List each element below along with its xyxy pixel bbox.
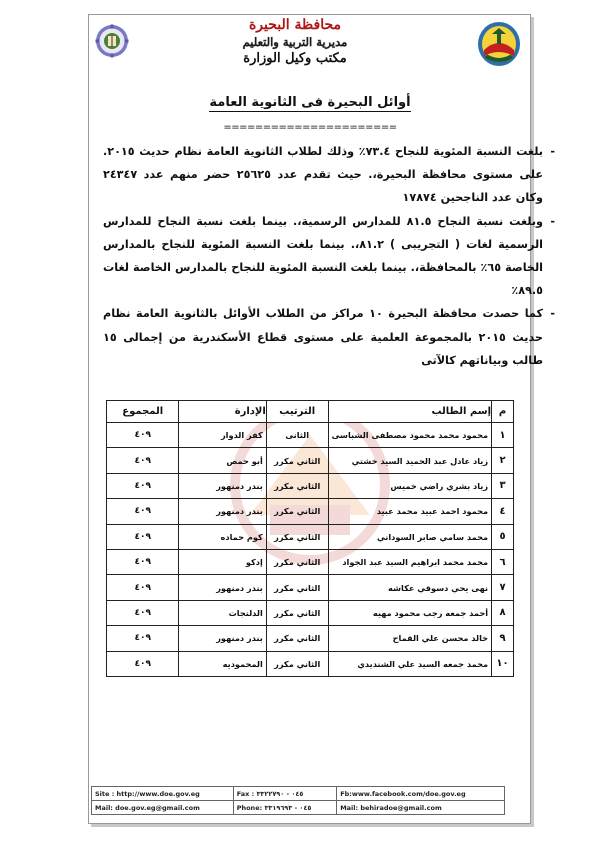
table-row — [107, 626, 514, 651]
bullet-item: - بلغت النسبة المئوية للنجاح ٧٣.٤٪ وذلك لطلاب الثانوية العامة نظام حديث ٢٠١٥. على مستوى محافظة البحيرة،. حيث تقدم عدد ٢٥٦٢٥ حضر منهم عدد ٢٤٣٤٧ وكان عدد الناجحين ١٧٨٧٤ — [103, 145, 555, 205]
bullet-item: - كما حصدت محافظة البحيرة ١٠ مراكز من الطلاب الأوائل بالثانوية العامة نظام حديث ٢٠١٥ بالمجموعة العلمية على مستوى قطاع الأسكندرية من إجمالى ١٥ طالب وبياناتهم كالآتى — [103, 307, 555, 367]
cell-rank: الثاني مكرر — [266, 549, 328, 574]
cell-rank: الثاني مكرر — [266, 600, 328, 625]
cell-administration: بندر دمنهور — [179, 473, 266, 498]
cell-name: خالد محسن علي القماح — [328, 626, 491, 651]
title-separator: ====================== — [223, 122, 397, 133]
cell-number: ٢ — [492, 448, 514, 473]
office-name: مكتب وكيل الوزارة — [243, 51, 347, 66]
cell-name: أحمد جمعه رجب محمود مهيه — [328, 600, 491, 625]
cell-number: ٨ — [492, 600, 514, 625]
table-row — [107, 549, 514, 574]
cell-name: زياد عادل عبد الحميد السيد خشتي — [328, 448, 491, 473]
cell-administration: الدلنجات — [179, 600, 266, 625]
footer-phone: Phone: ٠٤٥ - ٣٣١٩٦٩٣ — [233, 801, 336, 815]
cell-number: ٥ — [492, 524, 514, 549]
cell-number: ١٠ — [492, 651, 514, 676]
table-row — [107, 575, 514, 600]
cell-administration: أبو حمص — [179, 448, 266, 473]
cell-rank: الثاني مكرر — [266, 651, 328, 676]
footer-facebook: Fb:www.facebook.com/doe.gov.eg — [337, 787, 505, 801]
col-header-number: م — [492, 401, 514, 423]
cell-name: نهى يحي دسوقي عكاشه — [328, 575, 491, 600]
cell-name: محمد سامي صابر السوداني — [328, 524, 491, 549]
cell-name: محمد محمد ابراهيم السيد عبد الجواد — [328, 549, 491, 574]
page-title: أوائل البحيرة فى الثانوية العامة — [209, 95, 411, 110]
col-header-rank: الترتيب — [266, 401, 328, 423]
cell-total: ٤٠٩ — [107, 448, 179, 473]
cell-total: ٤٠٩ — [107, 423, 179, 448]
cell-number: ٣ — [492, 473, 514, 498]
cell-total: ٤٠٩ — [107, 549, 179, 574]
table-row — [107, 448, 514, 473]
cell-total: ٤٠٩ — [107, 575, 179, 600]
cell-rank: الثاني مكرر — [266, 448, 328, 473]
col-header-name: إسم الطالب — [328, 401, 491, 423]
cell-total: ٤٠٩ — [107, 600, 179, 625]
col-header-total: المجموع — [107, 401, 179, 423]
cell-number: ٧ — [492, 575, 514, 600]
cell-administration: المحموديه — [179, 651, 266, 676]
cell-total: ٤٠٩ — [107, 651, 179, 676]
cell-total: ٤٠٩ — [107, 524, 179, 549]
cell-name: زياد بشري راضي خميس — [328, 473, 491, 498]
cell-rank: الثاني مكرر — [266, 626, 328, 651]
cell-rank: الثانى — [266, 423, 328, 448]
cell-number: ٦ — [492, 549, 514, 574]
cell-administration: بندر دمنهور — [179, 499, 266, 524]
cell-total: ٤٠٩ — [107, 473, 179, 498]
summary-bullets — [103, 140, 555, 372]
footer-fax: Fax : ٠٤٥ - ٣٣٢٢٧٩٠ — [233, 787, 336, 801]
cell-administration: إدكو — [179, 549, 266, 574]
table-row — [107, 524, 514, 549]
cell-number: ٩ — [492, 626, 514, 651]
cell-number: ٤ — [492, 499, 514, 524]
table-header-row — [107, 401, 514, 423]
bullet-item: - وبلغت نسبة النجاح ٨١.٥ للمدارس الرسمية،. بينما بلغت نسبة النجاح للمدارس الرسمية لغات ( التجريبى ) ٨١.٢،. بينما بلغت النسبة المئوية للنجاح بالمدارس الخاصة ٦٥٪ بالمحافظة،. بينما بلغت النسبة المئوية للنجاح بالمدارس الخاصة لغات ٨٩.٥٪ — [103, 214, 555, 298]
cell-total: ٤٠٩ — [107, 499, 179, 524]
cell-name: محمود احمد عبيد محمد عبيد — [328, 499, 491, 524]
contact-footer — [91, 786, 505, 815]
letterhead — [160, 16, 430, 72]
ministry-emblem-icon — [95, 24, 129, 58]
governorate-logo-icon — [476, 20, 522, 68]
col-header-administration: الإدارة — [179, 401, 266, 423]
table-row — [107, 499, 514, 524]
table-row — [107, 651, 514, 676]
cell-rank: الثاني مكرر — [266, 473, 328, 498]
cell-number: ١ — [492, 423, 514, 448]
cell-administration: كفر الدوار — [179, 423, 266, 448]
cell-administration: بندر دمنهور — [179, 626, 266, 651]
top-students-table — [106, 400, 514, 677]
cell-total: ٤٠٩ — [107, 626, 179, 651]
cell-rank: الثاني مكرر — [266, 499, 328, 524]
directorate-name: مديرية التربية والتعليم — [242, 35, 348, 49]
table-row — [107, 473, 514, 498]
cell-rank: الثاني مكرر — [266, 524, 328, 549]
cell-rank: الثاني مكرر — [266, 575, 328, 600]
cell-name: محمد جمعه السيد علي الشنديدي — [328, 651, 491, 676]
footer-mail: Mail: doe.gov.eg@gmail.com — [92, 801, 234, 815]
footer-site: Site : http://www.doe.gov.eg — [92, 787, 234, 801]
table-row — [107, 423, 514, 448]
cell-administration: كوم حماده — [179, 524, 266, 549]
governorate-name: محافظة البحيرة — [248, 17, 342, 33]
footer-mail2: Mail: behiradoe@gmail.com — [337, 801, 505, 815]
table-row — [107, 600, 514, 625]
cell-administration: بندر دمنهور — [179, 575, 266, 600]
cell-name: محمود محمد محمود مصطفى الشباسى — [328, 423, 491, 448]
